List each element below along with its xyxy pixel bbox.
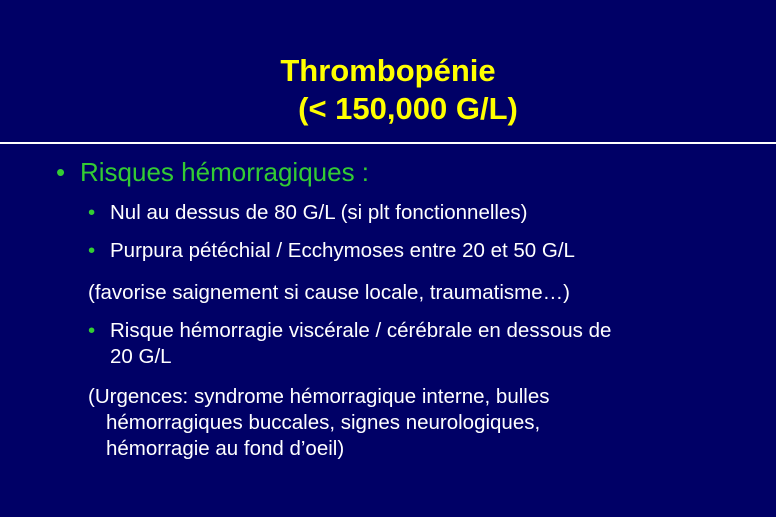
urgences-line-1: (Urgences: syndrome hémorragique interne, bulles xyxy=(88,385,550,408)
heading-text: Risques hémorragiques : xyxy=(80,157,370,187)
item-text-line-2: 20 G/L xyxy=(110,345,172,368)
item-text: Purpura pétéchial / Ecchymoses entre 20 et 50 G/L xyxy=(110,239,575,262)
urgences-line-2: hémorragiques buccales, signes neurologiques, xyxy=(106,411,541,434)
slide-title xyxy=(0,52,776,128)
title-divider xyxy=(0,142,776,144)
item-text: Nul au dessus de 80 G/L (si plt fonctionnelles) xyxy=(110,201,528,224)
bullet-icon: • xyxy=(88,239,96,262)
item-text xyxy=(110,318,611,370)
title-line-2: (< 150,000 G/L) xyxy=(298,91,518,126)
sub-bullet-item xyxy=(88,200,527,226)
heading-bullet-item xyxy=(56,156,369,188)
note-text: (favorise saignement si cause locale, traumatisme…) xyxy=(88,281,570,304)
title-line-1: Thrombopénie xyxy=(280,53,496,88)
bullet-icon: • xyxy=(56,157,66,187)
bullet-icon: • xyxy=(88,201,96,224)
urgences-line-3: hémorragie au fond d’oeil) xyxy=(106,437,345,460)
item-text-line-1: Risque hémorragie viscérale / cérébrale en dessous de xyxy=(110,319,612,342)
sub-bullet-item xyxy=(88,318,611,370)
bullet-icon: • xyxy=(88,319,96,342)
sub-bullet-item xyxy=(88,238,575,264)
urgences-note xyxy=(88,384,549,462)
